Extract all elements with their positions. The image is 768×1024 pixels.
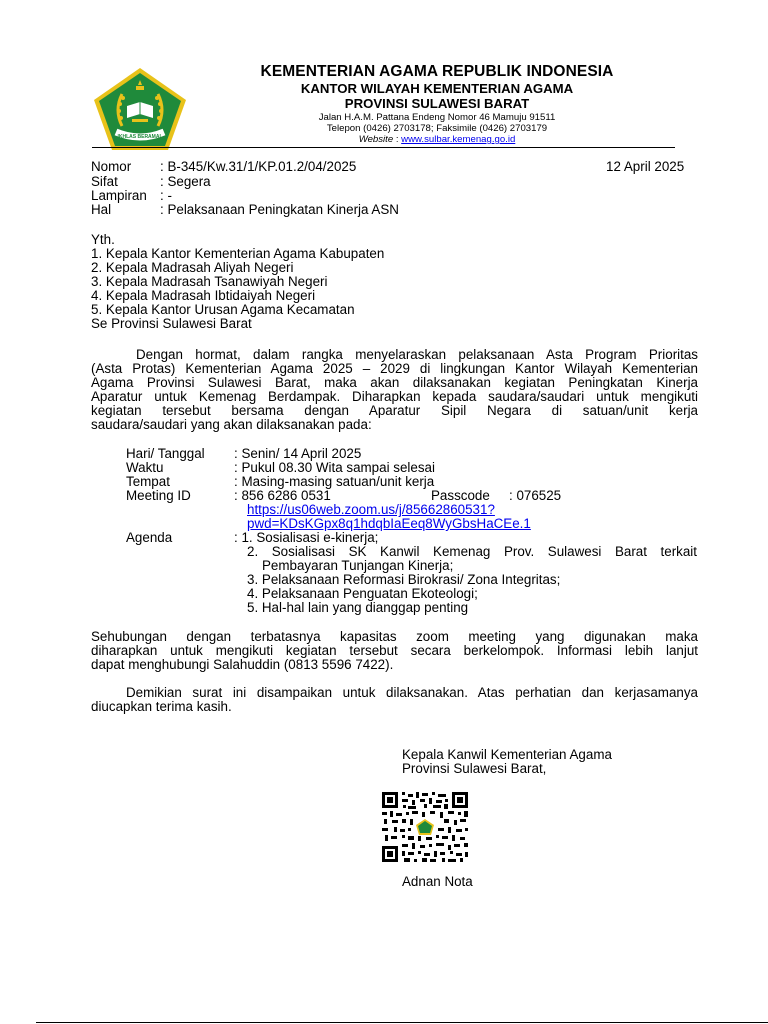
nomor-label: Nomor <box>91 159 132 174</box>
agenda-item-cont: Pembayaran Tunjangan Kinerja; <box>262 558 454 573</box>
greeting: Yth. <box>91 232 115 247</box>
closing-line: Demikian surat ini disampaikan untuk dilaksanakan. Atas perhatian dan kerjasamanya <box>126 685 698 700</box>
tempat-value: : Masing-masing satuan/unit kerja <box>234 474 435 489</box>
closing-line: dapat menghubungi Salahuddin (0813 5596 7422). <box>91 657 394 672</box>
signer-title: Kepala Kanwil Kementerian Agama <box>402 747 612 762</box>
body-line: (Asta Protas) Kementerian Agama 2025 – 2029 di lingkungan Kantor Wilayah Kementerian <box>91 361 698 376</box>
waktu-value: : Pukul 08.30 Wita sampai selesai <box>234 460 435 475</box>
office-name: KANTOR WILAYAH KEMENTERIAN AGAMA <box>300 81 574 96</box>
agenda-label: Agenda <box>126 530 173 545</box>
province-name: PROVINSI SULAWESI BARAT <box>344 96 530 111</box>
agenda-item: 4. Pelaksanaan Penguatan Ekoteologi; <box>247 586 478 601</box>
meeting-id-value: : 856 6286 0531 <box>234 488 331 503</box>
page-bottom-edge <box>36 1022 768 1023</box>
nomor-value: : B-345/Kw.31/1/KP.01.2/04/2025 <box>160 159 357 174</box>
hal-label: Hal <box>91 202 112 217</box>
recipient-item: 3. Kepala Madrasah Tsanawiyah Negeri <box>91 274 328 289</box>
hari-value: : Senin/ 14 April 2025 <box>234 446 362 461</box>
tempat-label: Tempat <box>126 474 170 489</box>
passcode-value: : 076525 <box>509 488 562 503</box>
agenda-item: 5. Hal-hal lain yang dianggap penting <box>247 600 469 615</box>
office-phone: Telepon (0426) 2703178; Faksimile (0426) 2703179 <box>326 123 548 134</box>
recipient-item: 1. Kepala Kantor Kementerian Agama Kabupaten <box>91 246 385 261</box>
passcode-label: Passcode <box>431 488 490 503</box>
website-link[interactable]: www.sulbar.kemenag.go.id <box>401 134 516 145</box>
meeting-id-label: Meeting ID <box>126 488 191 503</box>
closing-line: Sehubungan dengan terbatasnya kapasitas zoom meeting yang digunakan maka <box>91 629 698 644</box>
logo-motto: IKHLAS BERAMAL <box>117 134 163 140</box>
qr-code-icon <box>382 792 468 862</box>
hal-value: : Pelaksanaan Peningkatan Kinerja ASN <box>160 202 399 217</box>
body-line: saudara/saudari yang akan dilaksanakan pada: <box>91 417 372 432</box>
lampiran-value: : - <box>160 188 172 203</box>
sifat-value: : Segera <box>160 174 211 189</box>
closing-line: diucapkan terima kasih. <box>91 699 232 714</box>
body-line: Aparatur untuk Kemenag Berdampak. Diharapkan kepada saudara/saudari untuk mengikuti <box>91 389 698 404</box>
agenda-item: 3. Pelaksanaan Reformasi Birokrasi/ Zona Integritas; <box>247 572 561 587</box>
zoom-link-line1[interactable]: https://us06web.zoom.us/j/85662860531? <box>247 502 495 517</box>
letterhead <box>196 63 678 145</box>
sifat-label: Sifat <box>91 174 118 189</box>
letter-date: 12 April 2025 <box>606 159 685 174</box>
waktu-label: Waktu <box>126 460 164 475</box>
letterhead-divider <box>92 147 675 148</box>
lampiran-label: Lampiran <box>91 188 147 203</box>
signer-title: Provinsi Sulawesi Barat, <box>402 761 547 776</box>
office-address: Jalan H.A.M. Pattana Endeng Nomor 46 Mamuju 91511 <box>318 112 556 123</box>
recipient-item: 4. Kepala Madrasah Ibtidaiyah Negeri <box>91 288 316 303</box>
body-line: kegiatan tersebut bersama dengan Aparatur Sipil Negara di satuan/unit kerja <box>91 403 698 418</box>
recipient-region: Se Provinsi Sulawesi Barat <box>91 316 252 331</box>
zoom-link-line2[interactable]: pwd=KDsKGpx8q1hdqbIaEeq8WyGbsHaCEe.1 <box>247 516 531 531</box>
agenda-item: : 1. Sosialisasi e-kinerja; <box>234 530 379 545</box>
agenda-item: 2. Sosialisasi SK Kanwil Kemenag Prov. Sulawesi Barat terkait <box>247 544 697 559</box>
recipient-item: 5. Kepala Kantor Urusan Agama Kecamatan <box>91 302 355 317</box>
kemenag-logo-icon <box>92 66 188 152</box>
ministry-name: KEMENTERIAN AGAMA REPUBLIK INDONESIA <box>260 63 614 80</box>
hari-label: Hari/ Tanggal <box>126 446 205 461</box>
closing-line: diharapkan untuk mengikuti kegiatan tersebut secara berkelompok. Informasi lebih lanjut <box>91 643 698 658</box>
office-website: Website : www.sulbar.kemenag.go.id <box>358 134 516 145</box>
recipient-item: 2. Kepala Madrasah Aliyah Negeri <box>91 260 294 275</box>
body-line: Agama Provinsi Sulawesi Barat, maka akan dilaksanakan kegiatan Peningkatan Kinerja <box>91 375 698 390</box>
signer-name: Adnan Nota <box>402 874 473 889</box>
body-line: Dengan hormat, dalam rangka menyelaraskan pelaksanaan Asta Program Prioritas <box>136 347 698 362</box>
